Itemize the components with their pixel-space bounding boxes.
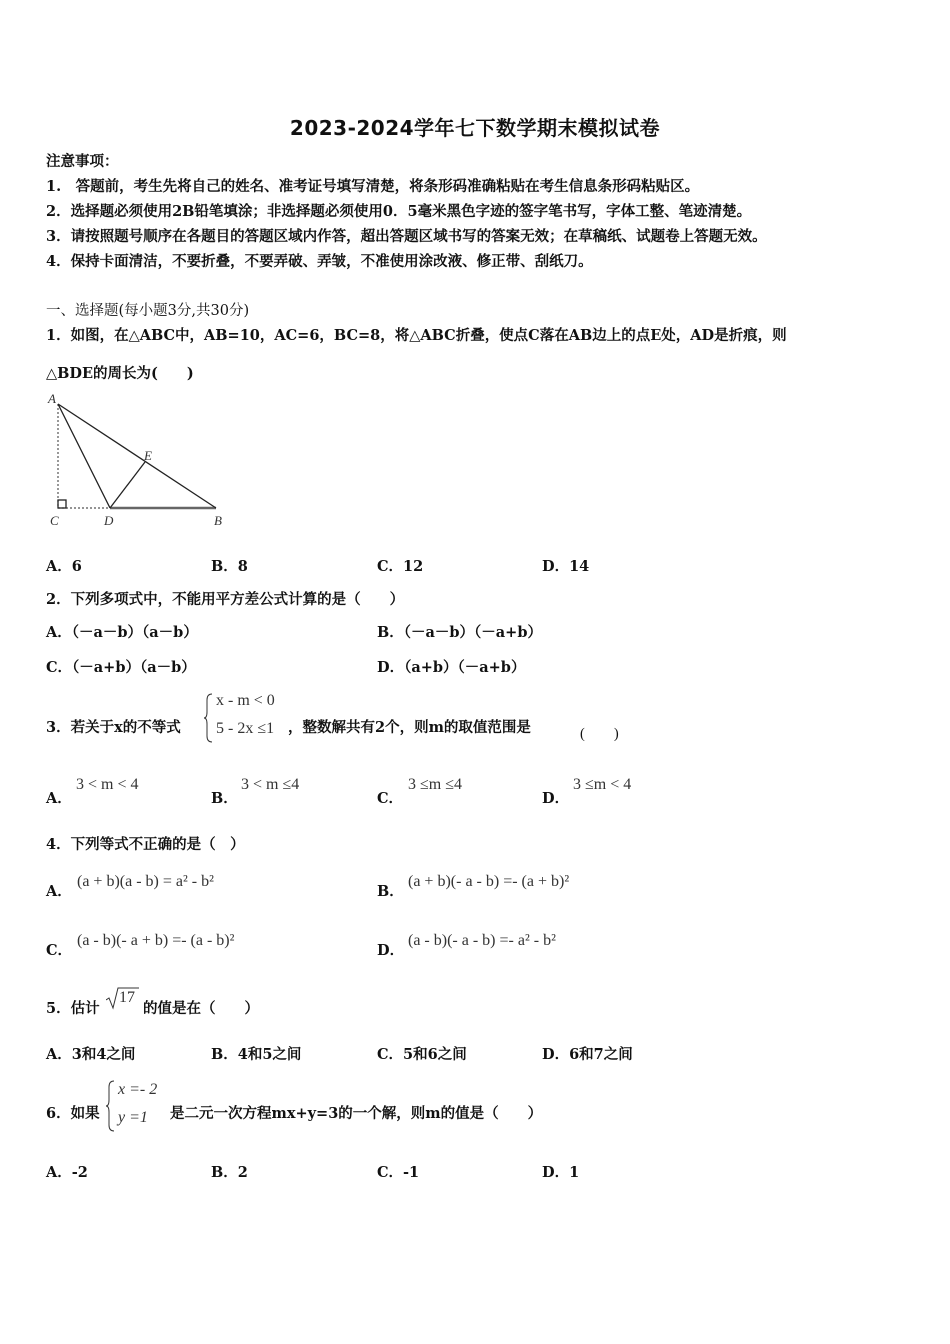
label-e: E [144,448,152,463]
q3-label-b: B． [211,790,238,807]
q4-label-c: C． [46,942,73,959]
q3-label-c: C． [377,790,404,807]
q2-option-a: A．（－a－b）（a－b） [46,624,198,641]
notice-item-2: 2．选择题必须使用2B铅笔填涂；非选择题必须使用0．5毫米黑色字迹的签字笔书写，字体工整、笔迹清楚。 [46,203,752,220]
q4-option-a: (a + b)(a - b) = a² - b² [77,873,214,890]
q3-paren: ( ) [580,726,619,742]
q3-stem-before: 3．若关于x的不等式 [46,719,181,736]
q1-option-c: C．12 [377,558,424,575]
q1-stem-line2: △BDE的周长为( ) [46,365,194,382]
q4-option-b: (a + b)(- a - b) =- (a + b)² [408,873,570,890]
q5-option-b: B．4和5之间 [211,1046,302,1063]
q1-option-d: D．14 [542,558,590,575]
q2-option-c: C．（－a+b）（a－b） [46,659,196,676]
notice-item-4: 4．保持卡面清洁，不要折叠，不要弄破、弄皱，不准使用涂改液、修正带、刮纸刀。 [46,253,593,270]
q4-label-a: A． [46,883,72,900]
q6-stem-before: 6．如果 [46,1105,100,1122]
q4-option-c: (a - b)(- a + b) =- (a - b)² [77,932,235,949]
q6-stem-after: 是二元一次方程mx+y=3的一个解，则m的值是（ ） [170,1105,543,1122]
q3-label-a: A． [46,790,72,807]
label-a: A [48,391,56,406]
q3-option-a: 3 < m < 4 [76,776,139,793]
q3-stem-after: ，整数解共有2个，则m的取值范围是 [288,719,531,736]
q1-option-a: A．6 [46,558,82,575]
brace-icon [204,692,214,744]
q4-label-b: B． [377,883,404,900]
q1-option-b: B．8 [211,558,248,575]
q5-radicand: 17 [119,989,135,1006]
q5-sqrt-expression [106,986,140,1012]
q4-option-d: (a - b)(- a - b) =- a² - b² [408,932,556,949]
section-heading: 一、选择题(每小题3分,共30分) [46,303,250,319]
q3-option-c: 3 ≤m ≤4 [408,776,463,793]
q3-label-d: D． [542,790,570,807]
q5-stem-before: 5．估计 [46,1000,100,1017]
notice-item-1: 1. 答题前，考生先将自己的姓名、准考证号填写清楚，将条形码准确粘贴在考生信息条形码粘贴区。 [46,178,700,195]
q6-equation-2: y =1 [118,1109,148,1126]
notice-heading: 注意事项： [46,153,119,170]
q4-stem: 4．下列等式不正确的是（ ） [46,836,245,853]
q5-option-a: A．3和4之间 [46,1046,136,1063]
q2-option-b: B．（－a－b）（－a+b） [377,624,542,641]
q6-option-d: D．1 [542,1164,580,1181]
label-d: D [104,513,114,528]
q5-option-d: D．6和7之间 [542,1046,633,1063]
label-c: C [50,513,59,528]
q6-equation-system [106,1079,176,1133]
label-b: B [214,513,222,528]
q3-inequality-system [204,692,294,744]
q3-option-d: 3 ≤m < 4 [573,776,632,793]
q4-label-d: D． [377,942,405,959]
page-title: 2023-2024学年七下数学期末模拟试卷 [289,116,661,140]
q3-inequality-1: x - m < 0 [216,692,275,709]
q2-option-d: D．（a+b）（－a+b） [377,659,526,676]
notice-item-3: 3．请按照题号顺序在各题目的答题区域内作答，超出答题区域书写的答案无效；在草稿纸、试题卷上答题无效。 [46,228,767,245]
q3-inequality-2: 5 - 2x ≤1 [216,720,275,737]
q6-option-b: B．2 [211,1164,248,1181]
q6-equation-1: x =- 2 [118,1081,158,1098]
q2-stem: 2．下列多项式中，不能用平方差公式计算的是（ ） [46,591,405,608]
q6-option-c: C．-1 [377,1164,420,1181]
q1-stem-line1: 1．如图，在△ABC中，AB=10，AC=6，BC=8，将△ABC折叠，使点C落在AB边上的点E处，AD是折痕，则 [46,327,787,344]
triangle-diagram [44,390,234,530]
q1-figure [44,390,234,530]
q3-option-b: 3 < m ≤4 [241,776,300,793]
q5-stem-after: 的值是在（ ） [143,1000,259,1017]
brace-icon [106,1079,116,1133]
q6-option-a: A．-2 [46,1164,88,1181]
q5-option-c: C．5和6之间 [377,1046,467,1063]
